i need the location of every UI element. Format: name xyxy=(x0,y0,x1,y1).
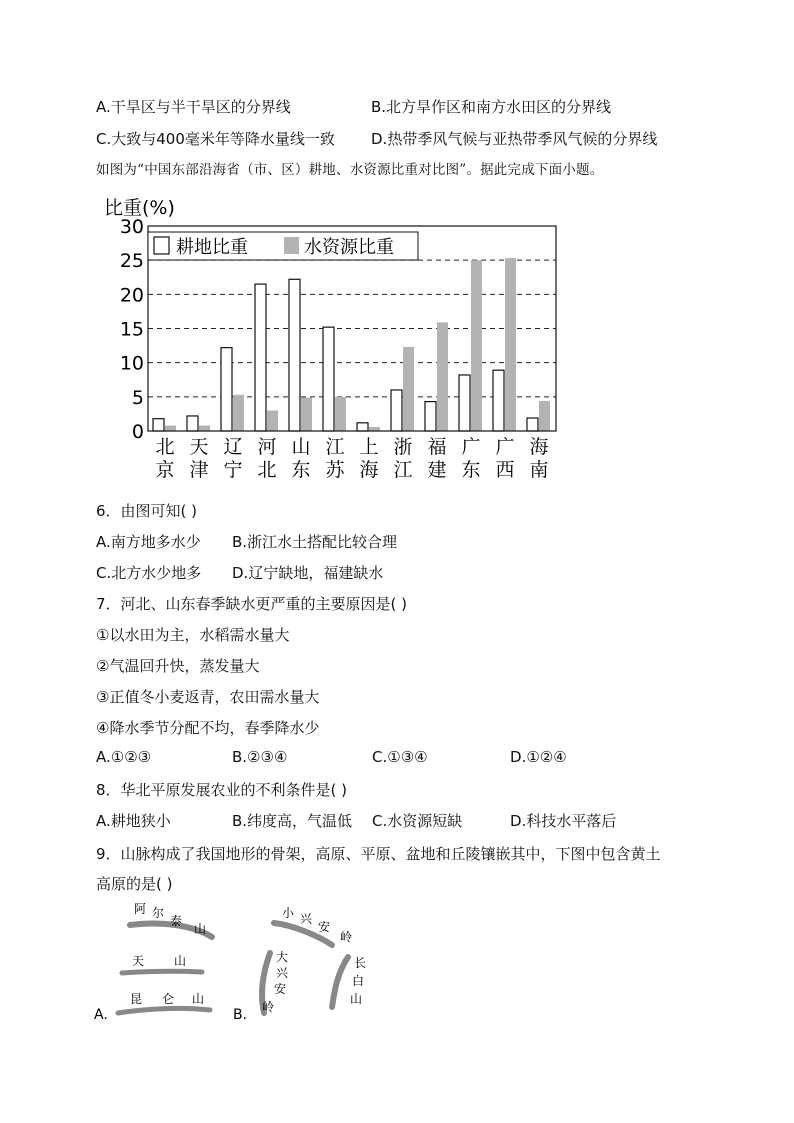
svg-text:山: 山 xyxy=(194,922,207,936)
x-tick-label: 北 xyxy=(257,459,277,481)
x-tick-label: 苏 xyxy=(325,459,345,481)
q6-option-c: C.北方水少地多 xyxy=(96,564,202,582)
y-tick-label: 5 xyxy=(131,386,144,409)
svg-text:山: 山 xyxy=(174,954,187,968)
bar-farmland xyxy=(493,370,504,431)
q8-stem: 8．华北平原发展农业的不利条件是( ) xyxy=(96,781,348,799)
bar-farmland xyxy=(425,402,436,431)
svg-text:泰: 泰 xyxy=(170,914,183,928)
x-tick-label: 津 xyxy=(189,459,209,481)
bar-water xyxy=(165,426,176,431)
svg-text:兴: 兴 xyxy=(300,912,313,926)
bar-water xyxy=(437,322,448,431)
bar-water xyxy=(267,411,278,432)
map-option-a-label: A. xyxy=(94,1007,108,1023)
x-tick-label: 建 xyxy=(427,459,447,481)
x-tick-label: 海 xyxy=(359,459,379,481)
svg-text:昆: 昆 xyxy=(130,992,143,1006)
svg-text:岭: 岭 xyxy=(340,930,353,944)
bar-water xyxy=(199,426,210,431)
q7-statement-4: ④降水季节分配不均，春季降水少 xyxy=(96,719,320,737)
bar-farmland xyxy=(527,418,538,431)
x-tick-label: 西 xyxy=(495,459,515,481)
q7-statement-2: ②气温回升快，蒸发量大 xyxy=(96,657,260,675)
q8-option-b: B.纬度高，气温低 xyxy=(232,812,353,830)
legend-swatch-water xyxy=(284,237,299,254)
intro-text: 如图为“中国东部沿海省（市、区）耕地、水资源比重对比图”。据此完成下面小题。 xyxy=(96,162,604,178)
q8-option-c: C.水资源短缺 xyxy=(372,812,463,830)
bar-water xyxy=(369,427,380,431)
bar-water xyxy=(403,347,414,431)
altai-label xyxy=(134,902,206,936)
map-option-b-label: B. xyxy=(233,1007,248,1023)
tianshan-mountain-line xyxy=(122,971,202,973)
option-c-prev: C.大致与400毫米年等降水量线一致 xyxy=(96,130,335,148)
q9-stem-line2: 高原的是( ) xyxy=(96,875,173,893)
bar-water xyxy=(539,401,550,431)
chart-bars xyxy=(153,258,550,431)
legend-label-water: 水资源比重 xyxy=(304,237,394,258)
bar-chart xyxy=(96,190,566,482)
svg-text:安: 安 xyxy=(318,920,331,934)
x-tick-label: 宁 xyxy=(223,459,243,481)
q9-stem-line1: 9．山脉构成了我国地形的骨架，高原、平原、盆地和丘陵镶嵌其中，下图中包含黄土 xyxy=(96,845,661,863)
bar-water xyxy=(233,395,244,431)
svg-text:安: 安 xyxy=(274,982,287,996)
bar-farmland xyxy=(255,284,266,431)
bar-farmland xyxy=(357,423,368,431)
legend-label-farmland: 耕地比重 xyxy=(176,237,248,258)
x-tick-label: 北 xyxy=(155,436,175,458)
svg-text:岭: 岭 xyxy=(262,1000,275,1014)
q6-option-a: A.南方地多水少 xyxy=(96,533,201,551)
x-tick-label: 浙 xyxy=(393,436,413,458)
bar-water xyxy=(471,260,482,431)
y-tick-label: 30 xyxy=(119,216,144,238)
svg-text:白: 白 xyxy=(352,974,365,988)
x-tick-label: 海 xyxy=(529,436,549,458)
x-axis-labels xyxy=(155,436,548,481)
option-a-prev: A.干旱区与半干旱区的分界线 xyxy=(96,98,291,116)
svg-text:阿: 阿 xyxy=(134,902,147,916)
y-axis-ticks xyxy=(120,216,144,443)
option-d-prev: D.热带季风气候与亚热带季风气候的分界线 xyxy=(371,130,658,148)
tianshan-label xyxy=(132,954,186,968)
mountain-sketches xyxy=(92,895,392,1025)
bar-water xyxy=(301,398,312,431)
q7-option-c: C.①③④ xyxy=(372,748,428,766)
svg-text:尔: 尔 xyxy=(152,906,165,920)
y-tick-label: 20 xyxy=(119,284,144,307)
svg-text:仑: 仑 xyxy=(162,992,175,1006)
y-tick-label: 25 xyxy=(119,250,144,273)
y-tick-label: 10 xyxy=(119,352,144,375)
x-tick-label: 河 xyxy=(257,436,277,458)
x-tick-label: 京 xyxy=(155,459,175,481)
x-tick-label: 江 xyxy=(325,436,345,458)
q7-statement-3: ③正值冬小麦返青，农田需水量大 xyxy=(96,688,320,706)
svg-text:大: 大 xyxy=(276,950,289,964)
x-tick-label: 天 xyxy=(189,436,209,458)
chart-ylabel: 比重(%) xyxy=(104,197,175,219)
x-tick-label: 山 xyxy=(291,436,311,458)
q7-statement-1: ①以水田为主，水稻需水量大 xyxy=(96,626,290,644)
chart-legend xyxy=(148,232,418,260)
x-tick-label: 东 xyxy=(461,459,481,481)
legend-swatch-farmland xyxy=(154,237,169,254)
x-tick-label: 广 xyxy=(495,436,515,458)
x-tick-label: 东 xyxy=(291,459,311,481)
bar-water xyxy=(505,258,516,431)
q7-stem: 7．河北、山东春季缺水更严重的主要原因是( ) xyxy=(96,595,408,613)
option-b-prev: B.北方旱作区和南方水田区的分界线 xyxy=(371,98,612,116)
q8-option-a: A.耕地狭小 xyxy=(96,812,171,830)
q8-option-d: D.科技水平落后 xyxy=(510,812,617,830)
q7-option-d: D.①②④ xyxy=(510,748,567,766)
kunlun-label xyxy=(130,992,204,1006)
bar-farmland xyxy=(187,416,198,431)
y-tick-label: 0 xyxy=(131,421,144,443)
svg-text:山: 山 xyxy=(350,992,363,1006)
bar-farmland xyxy=(221,348,232,431)
bar-water xyxy=(335,397,346,431)
x-tick-label: 江 xyxy=(393,459,413,481)
bar-farmland xyxy=(153,419,164,431)
svg-text:小: 小 xyxy=(282,906,295,920)
x-tick-label: 福 xyxy=(427,436,447,458)
q6-option-d: D.辽宁缺地，福建缺水 xyxy=(232,564,384,582)
q7-option-b: B.②③④ xyxy=(232,748,288,766)
q7-option-a: A.①②③ xyxy=(96,748,152,766)
y-tick-label: 15 xyxy=(119,318,144,341)
changbaishan-label xyxy=(350,956,366,1006)
svg-text:山: 山 xyxy=(192,992,205,1006)
x-tick-label: 南 xyxy=(529,459,549,481)
svg-text:天: 天 xyxy=(132,954,145,968)
bar-farmland xyxy=(289,279,300,431)
x-tick-label: 辽 xyxy=(223,436,243,458)
bar-farmland xyxy=(459,375,470,431)
q6-option-b: B.浙江水土搭配比较合理 xyxy=(232,533,398,551)
bar-farmland xyxy=(391,390,402,431)
bar-farmland xyxy=(323,327,334,431)
changbaishan-line xyxy=(332,957,348,1007)
svg-text:长: 长 xyxy=(354,956,367,970)
x-tick-label: 上 xyxy=(359,436,379,458)
q6-stem: 6．由图可知( ) xyxy=(96,502,198,520)
svg-text:兴: 兴 xyxy=(276,966,289,980)
kunlun-mountain-line xyxy=(118,1008,210,1013)
x-tick-label: 广 xyxy=(461,436,481,458)
